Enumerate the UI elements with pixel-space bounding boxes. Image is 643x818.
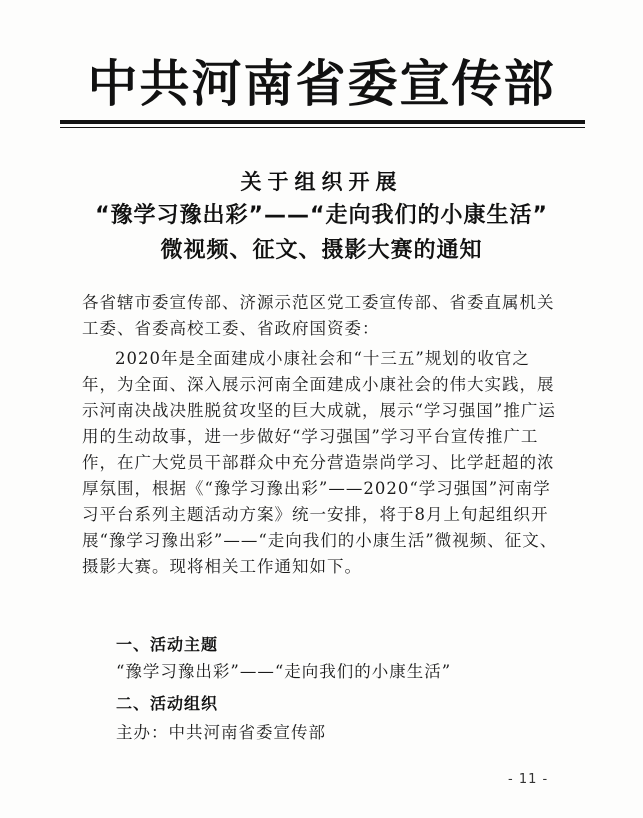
section-content-theme: “豫学习豫出彩”——“走向我们的小康生活” [116,662,452,681]
header-rule-thin [60,127,585,128]
header-rule-thick [60,120,585,124]
notice-title-line-1: 关于组织开展 [240,170,403,194]
salutation: 各省辖市委宣传部、济源示范区党工委宣传部、省委直属机关工委、省委高校工委、省政府国资委： [82,293,555,338]
notice-title-line-2: “豫学习豫出彩”——“走向我们的小康生活” [95,203,548,228]
section-heading-theme: 一、活动主题 [116,635,219,654]
section-heading-organization: 二、活动组织 [116,694,219,713]
page-number: - 11 - [508,772,549,787]
section-content-host: 主办：中共河南省委宣传部 [116,723,326,742]
notice-title-line-3: 微视频、征文、摄影大赛的通知 [160,238,483,263]
body-paragraph: 2020年是全面建成小康社会和“十三五”规划的收官之年，为全面、深入展示河南全面建成小康社会的伟大实践，展示河南决战决胜脱贫攻坚的巨大成就，展示“学习强国”推广运用的生动故事，进一步做好“学习强国”学习平台宣传推广工作，在广大党员干部群众中充分营造崇尚学习、比学赶超的浓厚氛围，根据《“豫学习豫出彩”——2020“学习强国”河南学习平台系列主题活动方案》统一安排，将于8月上旬起组织开展“豫学习豫出彩”——“走向我们的小康生活”微视频、征文、摄影大赛。现将相关工作通知如下。 [82,349,558,576]
organization-header: 中共河南省委宣传部 [87,55,556,113]
